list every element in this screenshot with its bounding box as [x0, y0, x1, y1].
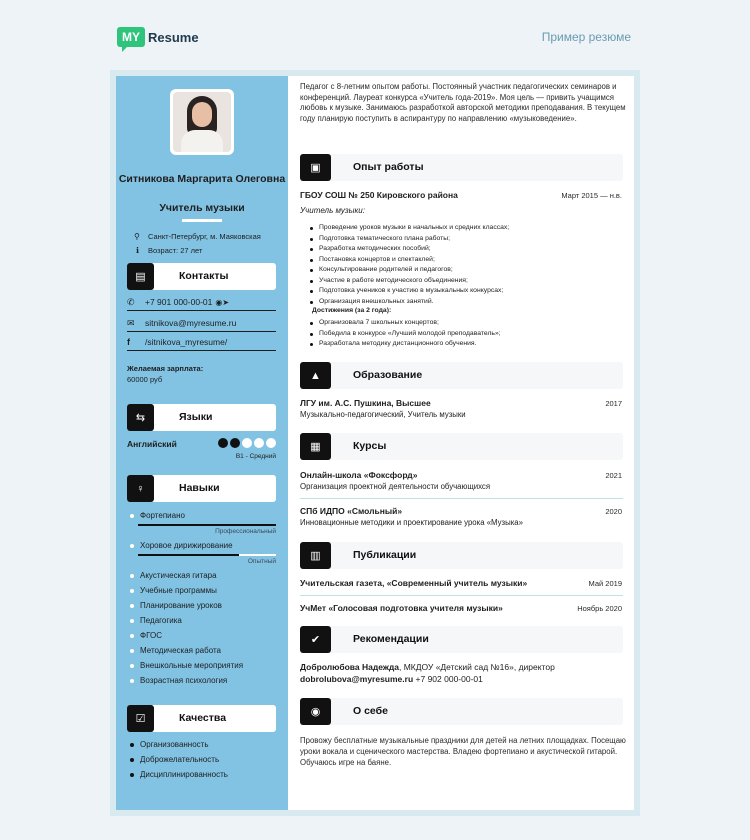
social-text: /sitnikova_myresume/ — [145, 337, 228, 347]
salary-label: Желаемая зарплата: — [127, 364, 204, 373]
about-text: Провожу бесплатные музыкальные праздники для детей на летних площадках. Посещаю уроки вокала и сценического мастерства. Владею фортепиано и акустической гитарой. Обучаюсь игре на баяне. — [300, 736, 626, 767]
social-row[interactable] — [127, 334, 276, 351]
quality-name: Дисциплинированность — [140, 770, 228, 779]
skill-name: Возрастная психология — [140, 676, 228, 685]
recommender-details: , МКДОУ «Детский сад №16», директор — [399, 662, 555, 672]
quality-name: Организованность — [140, 740, 209, 749]
sample-resume-link[interactable]: Пример резюме — [541, 30, 631, 44]
achievement-item: Разработала методику дистанционного обучения. — [310, 339, 501, 350]
quality-item — [130, 755, 219, 764]
location-pin-icon: ⚲ — [134, 232, 140, 241]
about-title: О себе — [353, 705, 388, 717]
skill-level: Профессиональный — [215, 528, 276, 535]
course-org: Онлайн-школа «Фоксфорд» — [300, 470, 418, 480]
quality-name: Доброжелательность — [140, 755, 220, 764]
job-duties — [310, 223, 509, 307]
candidate-position: Учитель музыки — [159, 202, 245, 214]
divider — [300, 595, 623, 596]
phone-text: +7 901 000-00-01 — [145, 297, 213, 307]
location-text: Санкт-Петербург, м. Маяковская — [148, 232, 261, 241]
course-org: СПб ИДПО «Смольный» — [300, 506, 403, 516]
course-year: 2020 — [605, 507, 622, 516]
publication-title: Учительская газета, «Современный учитель музыки» — [300, 578, 528, 588]
recommendations-title: Рекомендации — [353, 633, 429, 645]
publication-date: Май 2019 — [588, 579, 622, 588]
education-org: ЛГУ им. А.С. Пушкина, Высшее — [300, 398, 431, 408]
skill-item — [130, 631, 162, 640]
experience-title: Опыт работы — [353, 161, 424, 173]
position-underline — [182, 219, 222, 222]
recommendations-header — [300, 626, 623, 653]
languages-header — [127, 404, 276, 431]
lightbulb-icon: ♀ — [127, 475, 154, 502]
age-text: Возраст: 27 лет — [148, 246, 203, 255]
graduation-cap-icon: ▲ — [300, 362, 331, 389]
education-year: 2017 — [605, 399, 622, 408]
top-bar — [0, 0, 750, 70]
skill-level: Опытный — [247, 558, 276, 565]
job-org: ГБОУ СОШ № 250 Кировского района — [300, 190, 458, 200]
email-row[interactable] — [127, 315, 276, 332]
achievement-item: Победила в конкурсе «Лучший молодой преподаватель»; — [310, 329, 501, 340]
skill-name: Внешкольные мероприятия — [140, 661, 244, 670]
skill-name: Планирование уроков — [140, 601, 222, 610]
duty-item: Участие в работе методического объединения; — [310, 276, 509, 287]
recommendation-line — [300, 662, 555, 672]
skill-name: Фортепиано — [140, 511, 185, 520]
mail-icon: ✉ — [127, 317, 135, 328]
book-icon: ▥ — [300, 542, 331, 569]
skill-bar — [138, 554, 276, 556]
course-desc: Инновационные методики и проектирование урока «Музыка» — [300, 518, 523, 527]
duty-item: Подготовка учеников к участию в музыкальных конкурсах; — [310, 286, 509, 297]
skill-name: ФГОС — [140, 631, 162, 640]
skills-header — [127, 475, 276, 502]
resume-sheet — [110, 70, 640, 816]
duty-item: Постановка концертов и спектаклей; — [310, 255, 509, 266]
skill-name: Хоровое дирижирование — [140, 541, 233, 550]
contacts-header — [127, 263, 276, 290]
job-role: Учитель музыки: — [300, 206, 365, 215]
level-dot — [218, 438, 228, 448]
skill-name: Педагогика — [140, 616, 182, 625]
phone-icon: ✆ — [127, 296, 135, 307]
skill-item — [130, 571, 217, 580]
messenger-icons: ◉➤ — [215, 297, 230, 307]
quality-item — [130, 740, 209, 749]
logo-text: Resume — [148, 29, 199, 45]
duty-item: Проведение уроков музыки в начальных и средних классах; — [310, 223, 509, 234]
quality-item — [130, 770, 228, 779]
language-level: B1 - Средний — [235, 453, 276, 460]
recommendation-contacts — [300, 674, 483, 684]
skill-name: Методическая работа — [140, 646, 221, 655]
skill-item — [130, 586, 217, 595]
duty-item: Подготовка тематического плана работы; — [310, 234, 509, 245]
email-text: sitnikova@myresume.ru — [145, 318, 237, 328]
skill-name: Акустическая гитара — [140, 571, 217, 580]
qualities-title: Качества — [179, 712, 227, 724]
location-row — [134, 232, 261, 241]
education-desc: Музыкально-педагогический, Учитель музыки — [300, 410, 466, 419]
job-date: Март 2015 — н.в. — [561, 191, 622, 200]
courses-header — [300, 433, 623, 460]
achievement-item: Организовала 7 школьных концертов; — [310, 318, 501, 329]
skill-item — [130, 616, 182, 625]
job-achievements — [310, 318, 501, 350]
language-name: Английский — [127, 439, 177, 449]
resume-sidebar — [116, 76, 288, 810]
salary-value: 60000 руб — [127, 375, 163, 384]
courses-title: Курсы — [353, 440, 387, 452]
skill-item — [130, 661, 243, 670]
user-icon: ◉ — [300, 698, 331, 725]
publications-header — [300, 542, 623, 569]
level-dot — [230, 438, 240, 448]
skill-item — [130, 541, 233, 550]
education-header — [300, 362, 623, 389]
divider — [300, 498, 623, 499]
publication-title: УчМет «Голосовая подготовка учителя музыки» — [300, 603, 503, 613]
facebook-icon: f — [127, 337, 130, 347]
language-level-dots — [216, 438, 276, 448]
contact-card-icon: ▤ — [127, 263, 154, 290]
recommender-name: Добролюбова Надежда — [300, 662, 399, 672]
duty-item: Разработка методических пособий; — [310, 244, 509, 255]
publication-date: Ноябрь 2020 — [577, 604, 622, 613]
achievements-title: Достижения (за 2 года): — [312, 307, 392, 314]
skill-bar — [138, 524, 276, 526]
resume-main — [288, 76, 634, 810]
phone-row[interactable] — [127, 294, 276, 311]
age-row — [134, 246, 202, 255]
skill-item — [130, 511, 185, 520]
recommender-phone: +7 902 000-00-01 — [413, 674, 483, 684]
skills-title: Навыки — [179, 482, 220, 494]
education-title: Образование — [353, 369, 423, 381]
recommender-email[interactable]: dobrolubova@myresume.ru — [300, 674, 414, 684]
contacts-title: Контакты — [179, 270, 229, 282]
qualities-header — [127, 705, 276, 732]
publications-title: Публикации — [353, 549, 417, 561]
skill-item — [130, 601, 222, 610]
skill-item — [130, 646, 221, 655]
level-dot — [242, 438, 252, 448]
languages-title: Языки — [179, 411, 213, 423]
level-dot — [254, 438, 264, 448]
document-icon: ▦ — [300, 433, 331, 460]
myresume-logo[interactable] — [117, 27, 199, 47]
skill-name: Учебные программы — [140, 586, 217, 595]
intro-text: Педагог с 8-летним опытом работы. Постоянный участник педагогических семинаров и конференций. Лауреат конкурса «Учитель года-2019». Моя цель — привить учащимся любовь к музыке. Занимаюсь разработкой авторской методики преподавания. В текущем году планирую поступить в аспирантуру по направлению «музыковедение». — [300, 82, 626, 123]
course-year: 2021 — [605, 471, 622, 480]
logo-badge: MY — [117, 27, 145, 47]
course-desc: Организация проектной деятельности обучающихся — [300, 482, 491, 491]
experience-header — [300, 154, 623, 181]
duty-item: Консультирование родителей и педагогов; — [310, 265, 509, 276]
info-icon: ℹ — [136, 246, 140, 255]
level-dot — [266, 438, 276, 448]
about-header — [300, 698, 623, 725]
profile-photo — [170, 89, 234, 155]
skill-item — [130, 676, 227, 685]
thumbs-up-icon: ✔ — [300, 626, 331, 653]
candidate-name: Ситникова Маргарита Олеговна — [118, 173, 286, 185]
checkbox-icon: ☑ — [127, 705, 154, 732]
briefcase-icon: ▣ — [300, 154, 331, 181]
duty-item: Организация внешкольных занятий. — [310, 297, 509, 308]
language-icon: ⇆ — [127, 404, 154, 431]
